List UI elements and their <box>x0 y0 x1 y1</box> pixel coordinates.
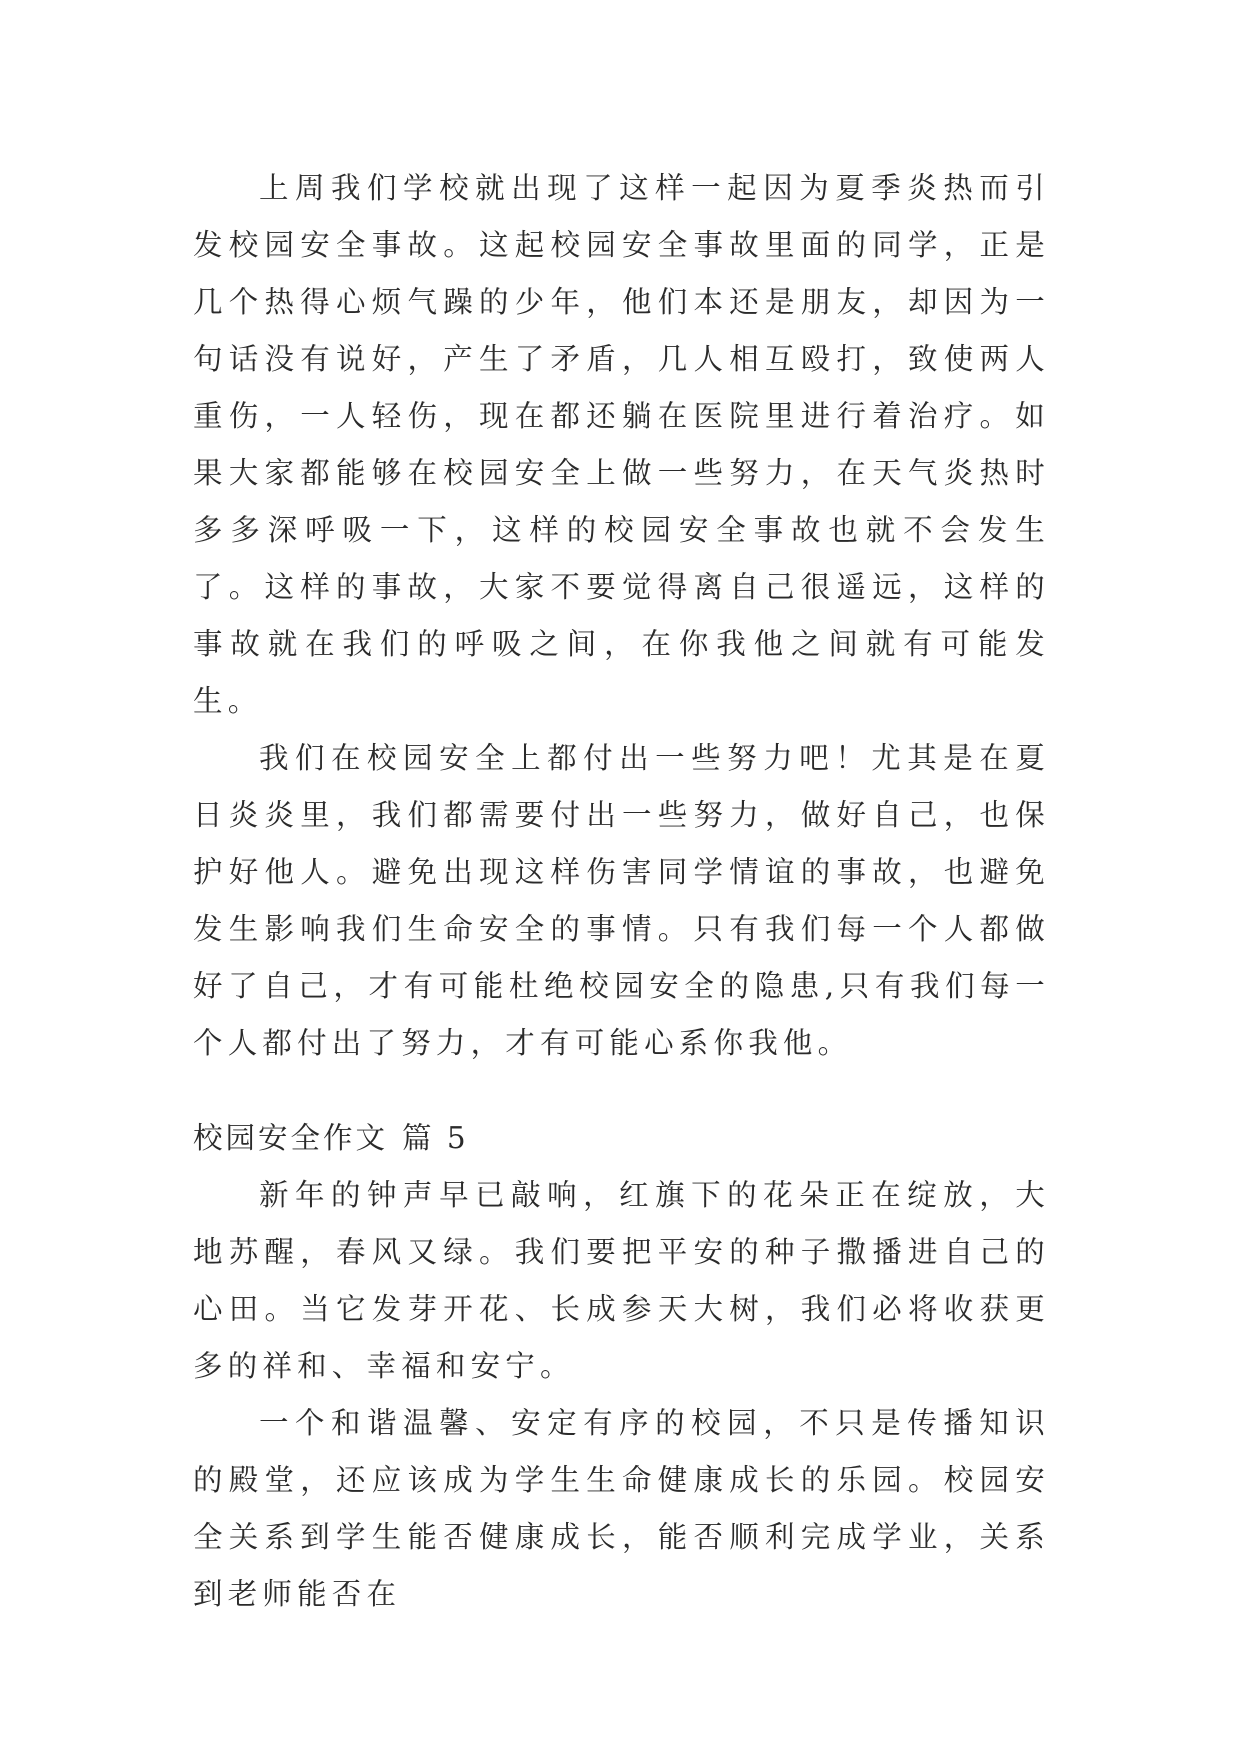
paragraph-new-year: 新年的钟声早已敲响，红旗下的花朵正在绽放，大地苏醒，春风又绿。我们要把平安的种子撒播进自己的心田。当它发芽开花、长成参天大树，我们必将收获更多的祥和、幸福和安宁。 <box>193 1178 1050 1383</box>
section-heading <box>193 1110 1050 1167</box>
paragraph-accident: 上周我们学校就出现了这样一起因为夏季炎热而引发校园安全事故。这起校园安全事故里面的同学，正是几个热得心烦气躁的少年，他们本还是朋友，却因为一句话没有说好，产生了矛盾，几人相互殴打，致使两人重伤，一人轻伤，现在都还躺在医院里进行着治疗。如果大家都能够在校园安全上做一些努力，在天气炎热时多多深呼吸一下，这样的校园安全事故也就不会发生了。这样的事故，大家不要觉得离自己很遥远，这样的事故就在我们的呼吸之间，在你我他之间就有可能发生。 <box>193 171 1050 718</box>
paragraph-effort: 我们在校园安全上都付出一些努力吧！尤其是在夏日炎炎里，我们都需要付出一些努力，做好自己，也保护好他人。避免出现这样伤害同学情谊的事故，也避免发生影响我们生命安全的事情。只有我们每一个人都做好了自己，才有可能杜绝校园安全的隐患,只有我们每一个人都付出了努力，才有可能心系你我他。 <box>193 741 1050 1060</box>
section-number: 篇 5 <box>402 1121 469 1155</box>
document-body <box>193 160 1050 1623</box>
paragraph-harmonious-campus: 一个和谐温馨、安定有序的校园，不只是传播知识的殿堂，还应该成为学生生命健康成长的乐园。校园安全关系到学生能否健康成长，能否顺利完成学业，关系到老师能否在 <box>193 1406 1050 1611</box>
section-title: 校园安全作文 <box>193 1121 389 1155</box>
